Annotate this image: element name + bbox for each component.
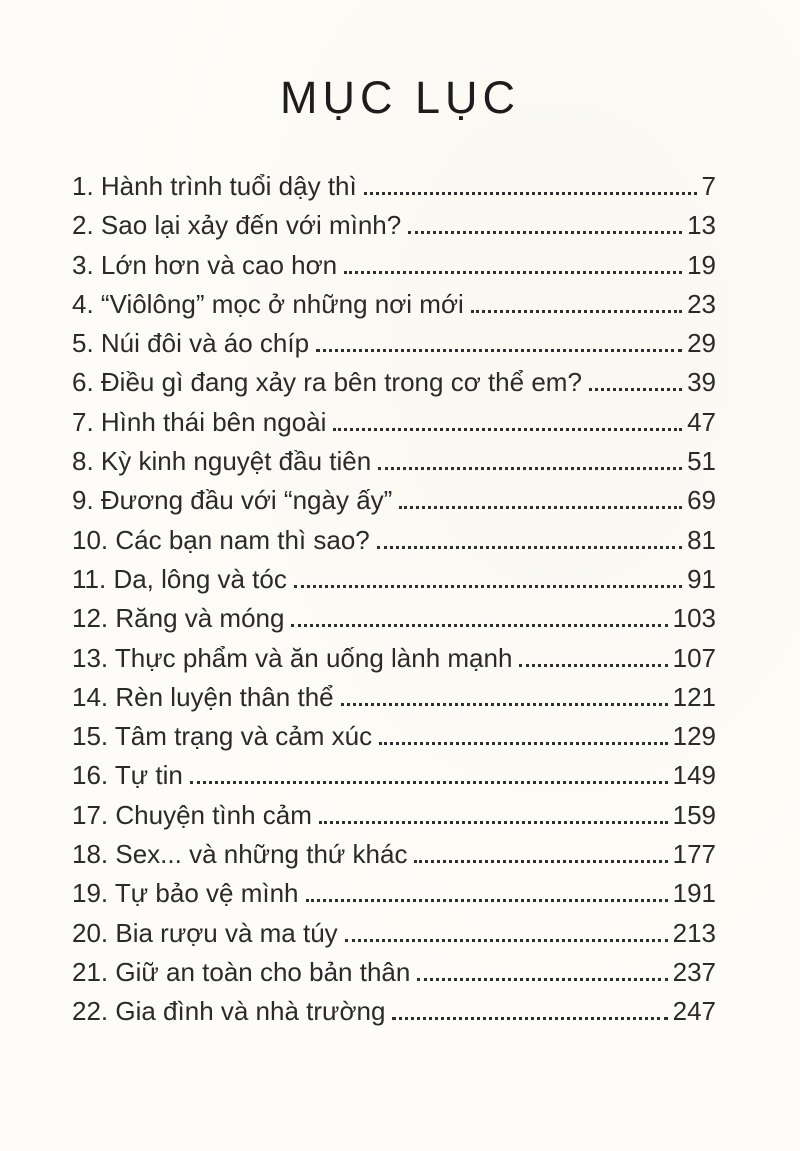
toc-entry xyxy=(72,681,716,714)
dot-leader xyxy=(344,271,682,274)
dot-leader xyxy=(294,585,682,588)
toc-entry xyxy=(72,524,716,557)
toc-entry-label: 19. Tự bảo vệ mình xyxy=(72,878,299,909)
dot-leader xyxy=(399,506,682,509)
toc-entry-label: 3. Lớn hơn và cao hơn xyxy=(72,249,338,280)
toc-entry-label: 16. Tự tin xyxy=(72,760,183,791)
dot-leader xyxy=(408,231,682,234)
toc-entry-label: 11. Da, lông và tóc xyxy=(72,563,287,594)
toc-entry xyxy=(72,838,716,871)
toc-list xyxy=(0,170,800,1028)
toc-entry xyxy=(72,288,716,321)
toc-entry-page: 47 xyxy=(687,406,716,437)
toc-entry-label: 14. Rèn luyện thân thể xyxy=(72,681,334,712)
toc-entry-label: 1. Hành trình tuổi dậy thì xyxy=(72,171,357,201)
toc-entry xyxy=(72,917,716,950)
toc-entry-page: 7 xyxy=(701,171,716,201)
toc-entry-label: 7. Hình thái bên ngoài xyxy=(72,406,327,437)
toc-entry-label: 10. Các bạn nam thì sao? xyxy=(72,524,370,555)
toc-entry-page: 29 xyxy=(687,328,716,359)
toc-entry xyxy=(72,366,716,399)
toc-entry-page: 23 xyxy=(687,288,716,319)
toc-entry-page: 107 xyxy=(672,642,716,673)
toc-entry-page: 129 xyxy=(672,721,716,752)
toc-entry xyxy=(72,720,716,753)
toc-entry xyxy=(72,642,716,675)
toc-entry-page: 247 xyxy=(672,996,716,1027)
toc-entry xyxy=(72,209,716,242)
dot-leader xyxy=(379,742,668,745)
toc-entry-page: 159 xyxy=(672,799,716,830)
toc-entry-label: 15. Tâm trạng và cảm xúc xyxy=(72,721,373,752)
toc-entry-page: 81 xyxy=(687,524,716,555)
toc-entry-label: 18. Sex... và những thứ khác xyxy=(72,839,408,870)
toc-entry xyxy=(72,249,716,282)
toc-entry-label: 12. Răng và móng xyxy=(72,603,285,634)
dot-leader xyxy=(345,939,668,942)
toc-entry-page: 213 xyxy=(672,917,716,948)
toc-entry xyxy=(72,799,716,832)
toc-entry xyxy=(72,563,716,596)
dot-leader xyxy=(190,781,668,784)
toc-entry-label: 9. Đương đầu với “ngày ấy” xyxy=(72,485,393,516)
dot-leader xyxy=(414,860,667,863)
toc-entry-label: 22. Gia đình và nhà trường xyxy=(72,996,386,1027)
dot-leader xyxy=(471,310,682,313)
toc-entry-page: 39 xyxy=(687,367,716,398)
dot-leader xyxy=(291,624,667,627)
dot-leader xyxy=(589,388,682,391)
toc-entry xyxy=(72,995,716,1028)
dot-leader xyxy=(519,664,667,667)
toc-entry-page: 13 xyxy=(687,210,716,241)
toc-entry-label: 6. Điều gì đang xảy ra bên trong cơ thể em? xyxy=(72,367,582,398)
toc-entry-label: 5. Núi đôi và áo chíp xyxy=(72,328,310,359)
toc-entry xyxy=(72,877,716,910)
toc-entry-label: 21. Giữ an toàn cho bản thân xyxy=(72,956,411,987)
dot-leader xyxy=(333,428,682,431)
toc-entry-page: 177 xyxy=(672,839,716,870)
toc-entry-page: 121 xyxy=(672,681,716,712)
toc-entry-label: 17. Chuyện tình cảm xyxy=(72,799,312,830)
toc-entry xyxy=(72,759,716,792)
toc-entry xyxy=(72,170,716,203)
dot-leader xyxy=(392,1017,667,1020)
toc-entry xyxy=(72,602,716,635)
toc-entry xyxy=(72,327,716,360)
toc-entry-label: 2. Sao lại xảy đến với mình? xyxy=(72,210,402,241)
toc-entry-label: 4. “Viôlông” mọc ở những nơi mới xyxy=(72,288,464,319)
dot-leader xyxy=(417,978,667,981)
toc-entry-page: 149 xyxy=(672,760,716,791)
dot-leader xyxy=(316,349,682,352)
dot-leader xyxy=(306,899,668,902)
toc-entry xyxy=(72,484,716,517)
toc-entry-page: 51 xyxy=(687,446,716,477)
dot-leader xyxy=(341,703,668,706)
toc-entry-page: 69 xyxy=(687,485,716,516)
dot-leader xyxy=(378,467,682,470)
toc-entry xyxy=(72,956,716,989)
dot-leader xyxy=(364,192,697,195)
toc-entry-page: 191 xyxy=(672,878,716,909)
toc-entry-label: 8. Kỳ kinh nguyệt đầu tiên xyxy=(72,446,372,477)
toc-entry xyxy=(72,445,716,478)
toc-entry-page: 91 xyxy=(687,563,716,594)
toc-entry xyxy=(72,406,716,439)
page-title: MỤC LỤC xyxy=(279,72,520,123)
toc-entry-page: 19 xyxy=(687,249,716,280)
dot-leader xyxy=(319,821,668,824)
toc-entry-page: 103 xyxy=(672,603,716,634)
toc-entry-label: 13. Thực phẩm và ăn uống lành mạnh xyxy=(72,642,513,673)
toc-entry-label: 20. Bia rượu và ma túy xyxy=(72,917,338,948)
toc-entry-page: 237 xyxy=(672,956,716,987)
dot-leader xyxy=(377,546,682,549)
